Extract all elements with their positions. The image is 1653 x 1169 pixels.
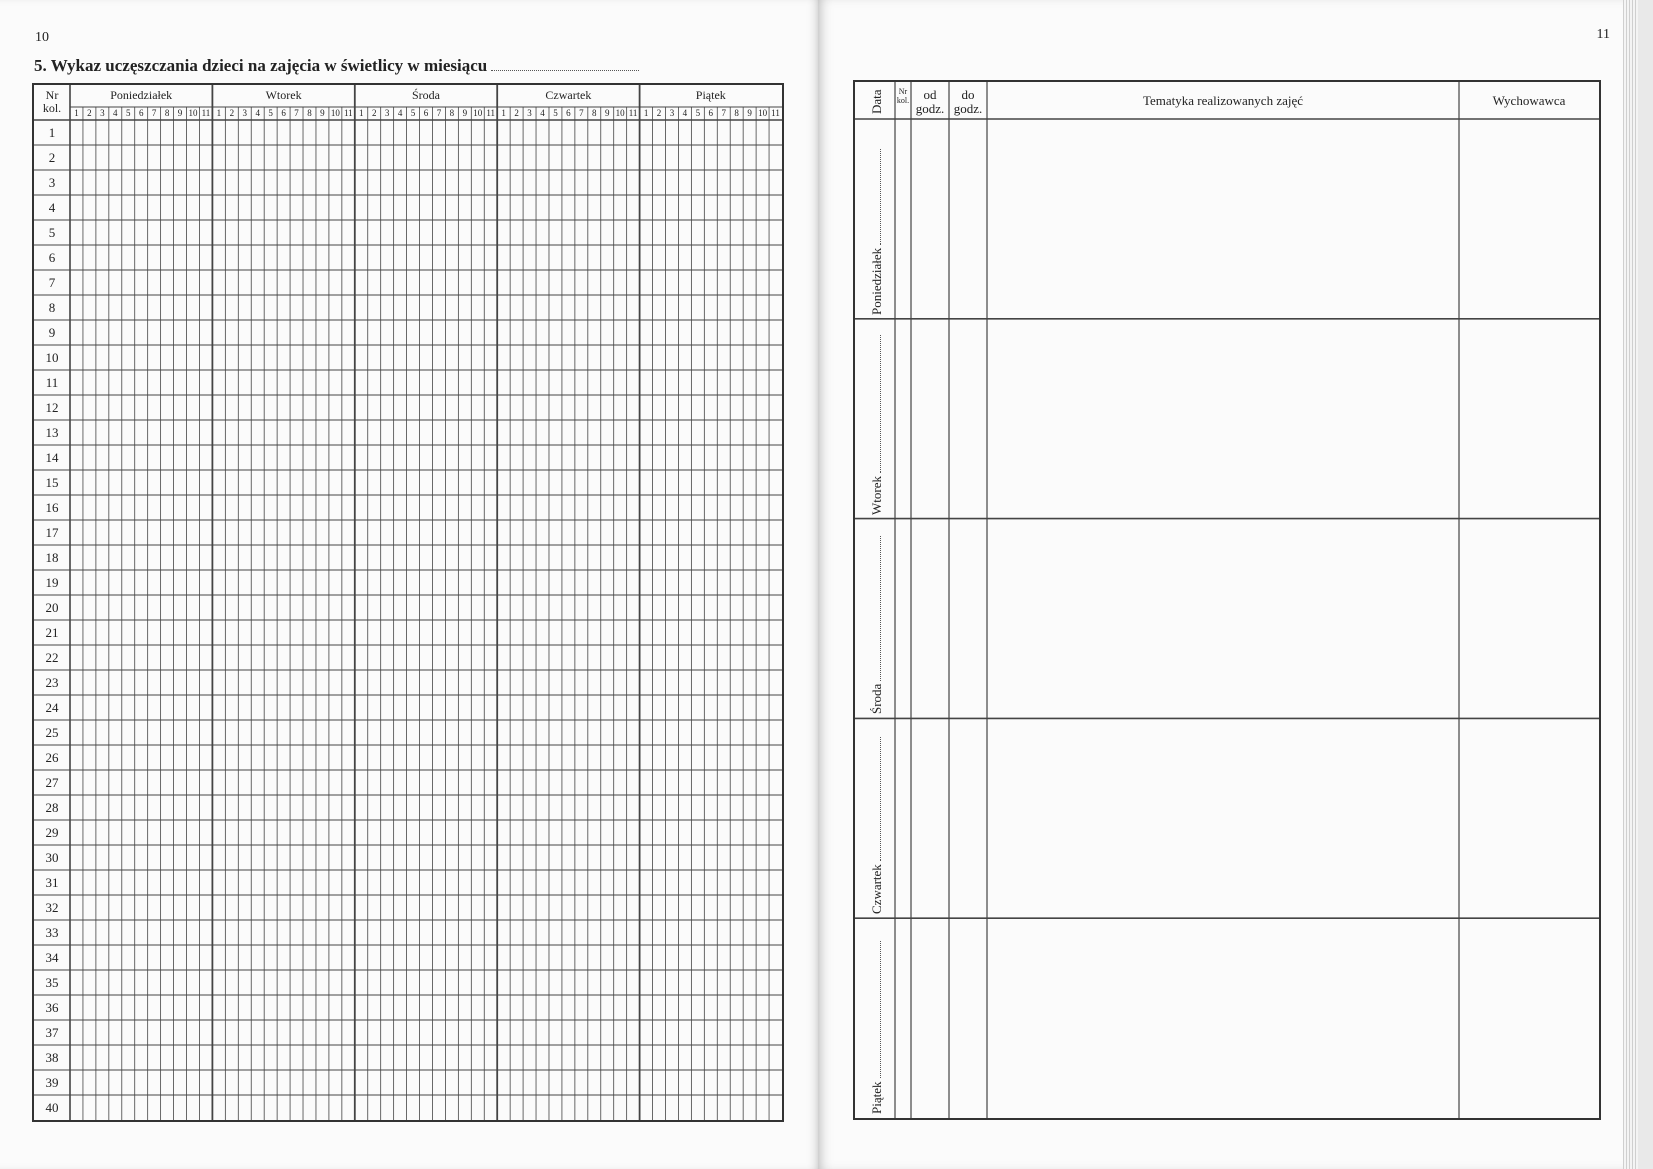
weekday-label: Środa xyxy=(869,684,884,715)
row-number: 21 xyxy=(45,624,59,640)
row-number: 26 xyxy=(45,749,59,765)
period-number: 2 xyxy=(656,108,662,118)
period-number: 1 xyxy=(359,108,364,118)
period-number: 1 xyxy=(501,108,506,118)
row-number: 9 xyxy=(48,324,56,340)
day-header: Środa xyxy=(411,88,440,102)
row-number: 33 xyxy=(45,924,59,940)
weekday-label: Wtorek xyxy=(869,475,884,515)
period-number: 10 xyxy=(758,108,768,118)
row-number: 30 xyxy=(45,849,59,865)
period-number: 3 xyxy=(242,108,247,118)
period-number: 6 xyxy=(708,108,714,118)
row-number: 3 xyxy=(48,174,56,190)
period-number: 2 xyxy=(371,108,377,118)
period-number: 11 xyxy=(771,108,780,118)
period-number: 3 xyxy=(384,108,390,118)
data-header: Data xyxy=(869,89,884,114)
nr-kol-header: Nr kol. xyxy=(896,87,910,105)
activity-log-table xyxy=(853,80,1601,1120)
row-number: 39 xyxy=(45,1074,59,1090)
row-number: 1 xyxy=(48,124,56,140)
row-number: 13 xyxy=(45,424,59,440)
row-number: 2 xyxy=(48,149,56,165)
weekday-date-field xyxy=(869,738,885,915)
activity-log-lines xyxy=(855,82,1599,1118)
weekday-date-field xyxy=(869,536,885,714)
period-number: 4 xyxy=(113,108,118,118)
period-number: 7 xyxy=(579,108,584,118)
period-number: 2 xyxy=(229,108,235,118)
period-number: 6 xyxy=(281,108,286,118)
period-number: 5 xyxy=(126,108,131,118)
weekday-label: Piątek xyxy=(869,1081,884,1114)
day-header: Poniedziałek xyxy=(110,88,173,102)
row-number: 36 xyxy=(45,999,59,1015)
do-godz-header: do godz. xyxy=(953,87,983,116)
row-number: 31 xyxy=(45,874,59,890)
row-number: 15 xyxy=(45,474,59,490)
row-number: 17 xyxy=(45,524,59,540)
row-number: 14 xyxy=(45,449,59,465)
row-number: 8 xyxy=(48,299,56,315)
row-number: 32 xyxy=(45,899,59,915)
row-number: 35 xyxy=(45,974,59,990)
period-number: 10 xyxy=(473,108,483,118)
row-number: 24 xyxy=(45,699,59,715)
right-page-number: 11 xyxy=(1596,27,1610,42)
period-number: 3 xyxy=(100,108,105,118)
row-number: 28 xyxy=(45,799,59,815)
period-number: 10 xyxy=(615,108,625,118)
period-number: 6 xyxy=(138,108,144,118)
right-page xyxy=(818,0,1638,1169)
row-number: 7 xyxy=(48,274,56,290)
period-number: 11 xyxy=(343,108,353,118)
period-number: 11 xyxy=(486,108,496,118)
attendance-grid xyxy=(32,83,784,1122)
page-edge xyxy=(1623,0,1638,1169)
period-number: 5 xyxy=(695,108,701,118)
period-number: 3 xyxy=(527,108,532,118)
nr-kol-header: Nr kol. xyxy=(42,88,62,115)
period-number: 1 xyxy=(74,108,79,118)
period-number: 2 xyxy=(87,108,92,118)
period-number: 4 xyxy=(540,108,545,118)
row-number: 22 xyxy=(45,649,59,665)
row-number: 20 xyxy=(45,599,59,615)
period-number: 10 xyxy=(188,108,198,118)
period-number: 7 xyxy=(294,108,299,118)
row-number: 6 xyxy=(48,249,56,265)
row-number: 12 xyxy=(45,399,59,415)
teacher-header: Wychowawca xyxy=(1492,93,1566,108)
date-fill-line[interactable] xyxy=(879,149,881,245)
row-number: 10 xyxy=(45,349,59,365)
row-number: 27 xyxy=(45,774,59,790)
row-number: 38 xyxy=(45,1049,59,1065)
period-number: 4 xyxy=(397,108,403,118)
row-number: 34 xyxy=(45,949,59,965)
weekday-date-field xyxy=(869,941,885,1114)
period-number: 9 xyxy=(604,108,610,118)
day-header: Wtorek xyxy=(265,88,302,102)
row-number: 37 xyxy=(45,1024,59,1040)
date-fill-line[interactable] xyxy=(879,738,881,862)
period-number: 5 xyxy=(410,108,416,118)
weekday-label: Czwartek xyxy=(869,864,884,915)
period-number: 11 xyxy=(201,108,211,118)
period-number: 3 xyxy=(669,108,675,118)
od-godz-header: od godz. xyxy=(915,87,945,116)
row-number: 5 xyxy=(48,224,56,240)
row-number: 18 xyxy=(45,549,59,565)
period-number: 7 xyxy=(436,108,442,118)
period-number: 7 xyxy=(151,108,157,118)
period-number: 8 xyxy=(307,108,312,118)
period-number: 9 xyxy=(177,108,183,118)
period-number: 8 xyxy=(734,108,739,118)
form-title xyxy=(34,56,639,76)
row-number: 11 xyxy=(45,374,59,390)
day-header: Piątek xyxy=(695,88,726,102)
period-number: 11 xyxy=(628,108,638,118)
period-number: 8 xyxy=(592,108,597,118)
period-number: 1 xyxy=(643,108,649,118)
period-number: 1 xyxy=(216,108,222,118)
left-page xyxy=(0,0,818,1169)
row-number: 16 xyxy=(45,499,59,515)
row-number: 40 xyxy=(45,1099,59,1115)
period-number: 8 xyxy=(164,108,170,118)
period-number: 6 xyxy=(566,108,571,118)
row-number: 19 xyxy=(45,574,59,590)
day-header: Czwartek xyxy=(545,88,592,102)
period-number: 5 xyxy=(268,108,273,118)
left-page-number: 10 xyxy=(35,30,49,45)
attendance-grid-lines xyxy=(34,85,782,1120)
period-number: 8 xyxy=(449,108,455,118)
period-number: 2 xyxy=(514,108,519,118)
row-number: 25 xyxy=(45,724,59,740)
period-number: 9 xyxy=(747,108,752,118)
date-fill-line[interactable] xyxy=(879,536,881,681)
row-number: 29 xyxy=(45,824,59,840)
period-number: 10 xyxy=(330,108,340,118)
weekday-label: Poniedziałek xyxy=(869,247,884,315)
form-title-text: 5. Wykaz uczęszczania dzieci na zajęcia w świetlicy w miesiącu xyxy=(34,56,488,75)
period-number: 4 xyxy=(682,108,688,118)
date-fill-line[interactable] xyxy=(879,335,881,473)
weekday-date-field xyxy=(869,149,885,315)
period-number: 9 xyxy=(462,108,468,118)
period-number: 9 xyxy=(320,108,325,118)
row-number: 23 xyxy=(45,674,59,690)
row-number: 4 xyxy=(48,199,56,215)
period-number: 7 xyxy=(721,108,726,118)
period-number: 5 xyxy=(553,108,558,118)
weekday-date-field xyxy=(869,335,885,515)
date-fill-line[interactable] xyxy=(879,941,881,1079)
month-fill-line[interactable] xyxy=(491,69,639,71)
period-number: 6 xyxy=(423,108,429,118)
topic-header: Tematyka realizowanych zajęć xyxy=(1142,93,1304,108)
period-number: 4 xyxy=(255,108,260,118)
